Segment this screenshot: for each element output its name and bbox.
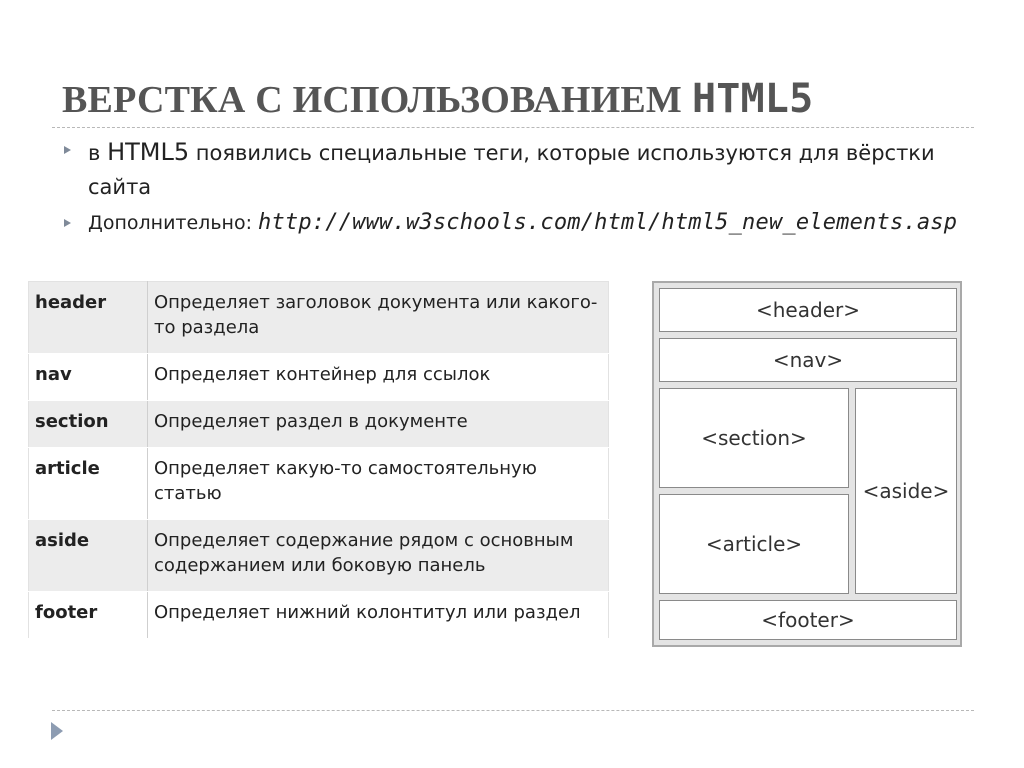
bullet-2-label: Дополнительно: xyxy=(88,212,259,234)
table-row xyxy=(29,354,609,401)
footer-divider xyxy=(52,710,974,711)
layout-section-box: <section> xyxy=(659,388,849,488)
table-row xyxy=(29,520,609,592)
tag-description: Определяет раздел в документе xyxy=(148,401,609,448)
tag-name: footer xyxy=(29,592,148,639)
tag-description: Определяет нижний колонтитул или раздел xyxy=(148,592,609,639)
slide-title-html5: HTML5 xyxy=(691,76,814,122)
layout-header-box: <header> xyxy=(659,288,957,332)
table-row xyxy=(29,592,609,639)
tag-description: Определяет контейнер для ссылок xyxy=(148,354,609,401)
title-divider xyxy=(52,127,974,128)
layout-footer-box: <footer> xyxy=(659,600,957,640)
layout-article-box: <article> xyxy=(659,494,849,594)
table-row xyxy=(29,448,609,520)
triangle-bullet-icon xyxy=(64,146,71,154)
tag-name: section xyxy=(29,401,148,448)
page-layout-diagram xyxy=(652,281,962,647)
slide-title-main: ВЕРСТКА С ИСПОЛЬЗОВАНИЕМ xyxy=(62,79,682,121)
next-slide-arrow-icon[interactable] xyxy=(51,722,63,740)
bullet-1-prefix: в xyxy=(88,141,108,165)
tag-description: Определяет заголовок документа или какого-то раздела xyxy=(148,282,609,354)
bullet-point-2 xyxy=(88,210,957,235)
tag-name: header xyxy=(29,282,148,354)
tag-name: article xyxy=(29,448,148,520)
table-row xyxy=(29,401,609,448)
slide-title xyxy=(62,76,813,122)
bullet-point-1 xyxy=(88,135,988,204)
triangle-bullet-icon xyxy=(64,219,71,227)
layout-aside-box: <aside> xyxy=(855,388,957,594)
reference-link[interactable]: http://www.w3schools.com/html/html5_new_elements.asp xyxy=(258,210,958,235)
tag-name: nav xyxy=(29,354,148,401)
tag-description: Определяет содержание рядом с основным содержанием или боковую панель xyxy=(148,520,609,592)
html5-tags-table xyxy=(28,281,609,639)
tag-name: aside xyxy=(29,520,148,592)
layout-nav-box: <nav> xyxy=(659,338,957,382)
bullet-1-text: появились специальные теги, которые используются для вёрстки сайта xyxy=(88,141,935,199)
tag-description: Определяет какую-то самостоятельную статью xyxy=(148,448,609,520)
bullet-1-html5: HTML5 xyxy=(107,138,190,166)
table-row xyxy=(29,282,609,354)
